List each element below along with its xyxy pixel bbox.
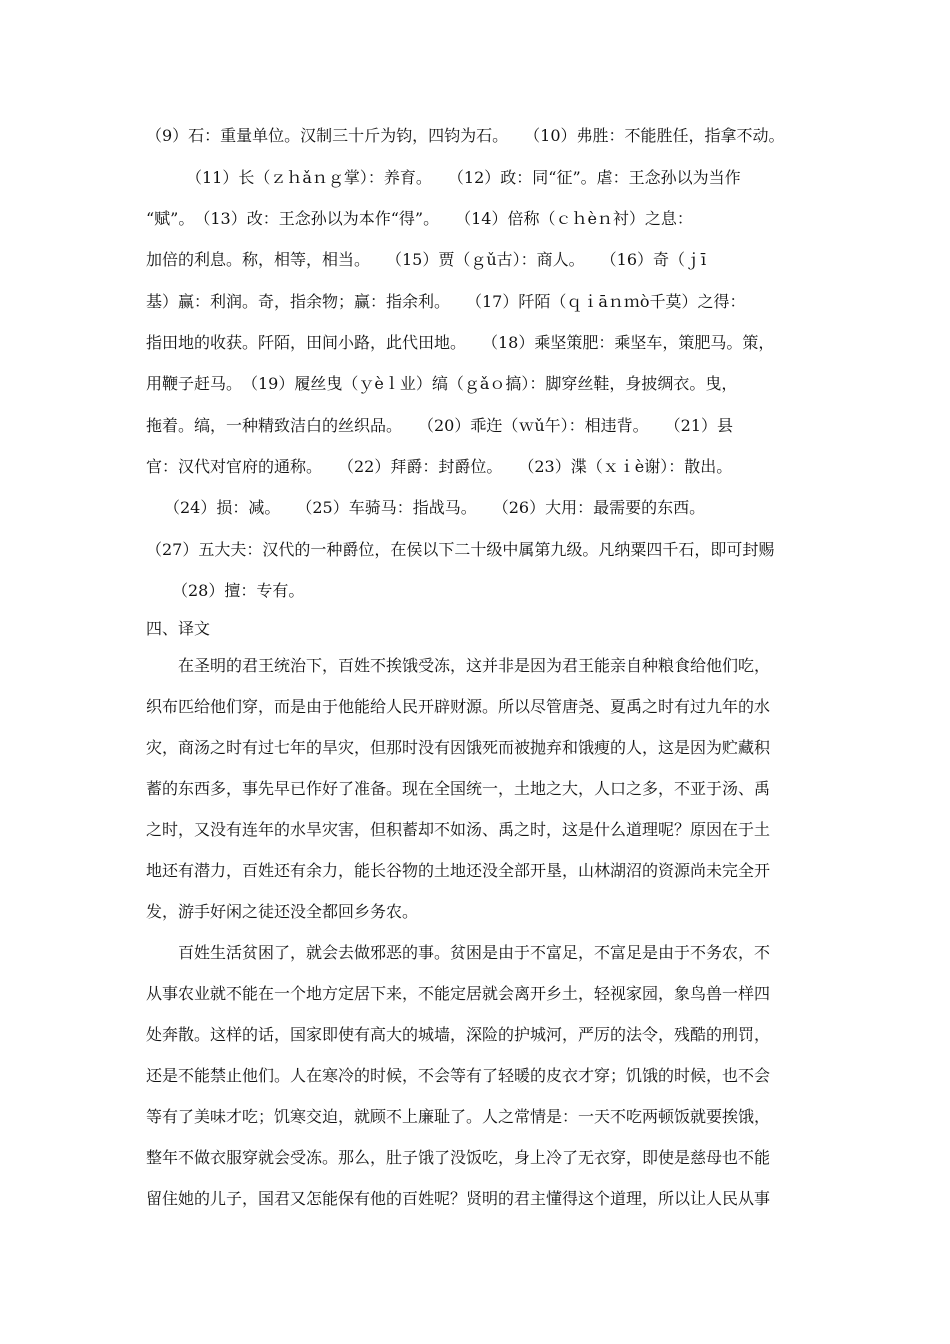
note-line: 加倍的利息。称，相等，相当。 （15）贾（ｇǔ古）：商人。 （16）奇（ｊī	[146, 250, 707, 269]
note-line: （9）石：重量单位。汉制三十斤为钧，四钧为石。 （10）弗胜：不能胜任，指拿不动。	[146, 126, 785, 145]
paragraph-line: 灾，商汤之时有过七年的旱灾，但那时没有因饿死而被抛弃和饿瘦的人，这是因为贮藏积	[146, 738, 771, 757]
note-line: （11）长（ｚｈǎｎｇ掌）：养育。 （12）政：同“征”。虐：王念孙以为当作	[186, 168, 741, 187]
paragraph-line: 还是不能禁止他们。人在寒冷的时候，不会等有了轻暖的皮衣才穿；饥饿的时候，也不会	[146, 1066, 771, 1085]
paragraph-line: 蓄的东西多，事先早已作好了准备。现在全国统一，土地之大，人口之多，不亚于汤、禹	[146, 779, 771, 798]
paragraph-line: 在圣明的君王统治下，百姓不挨饿受冻，这并非是因为君王能亲自种粮食给他们吃，	[178, 656, 771, 675]
paragraph-line: 织布匹给他们穿，而是由于他能给人民开辟财源。所以尽管唐尧、夏禹之时有过九年的水	[146, 697, 771, 716]
note-line: 官：汉代对官府的通称。 （22）拜爵：封爵位。 （23）渫（ｘｉè谢）：散出。	[146, 457, 733, 476]
paragraph-line: 发，游手好闲之徒还没全都回乡务农。	[146, 902, 419, 921]
paragraph-line: 百姓生活贫困了，就会去做邪恶的事。贫困是由于不富足，不富足是由于不务农，不	[178, 943, 771, 962]
note-line: 指田地的收获。阡陌，田间小路，此代田地。 （18）乘坚策肥：乘坚车，策肥马。策，	[146, 333, 775, 352]
paragraph-line: 整年不做衣服穿就会受冻。那么，肚子饿了没饭吃，身上冷了无衣穿，即使是慈母也不能	[146, 1148, 771, 1167]
paragraph-line: 地还有潜力，百姓还有余力，能长谷物的土地还没全部开垦，山林湖沼的资源尚未完全开	[146, 861, 771, 880]
section-title: 四、译文	[146, 619, 211, 638]
note-line: （28）擅：专有。	[172, 581, 305, 600]
note-line: 拖着。缟，一种精致洁白的丝织品。 （20）乖迕（ｗǔ午）：相违背。 （21）县	[146, 416, 734, 435]
paragraph-line: 之时，又没有连年的水旱灾害，但积蓄却不如汤、禹之时，这是什么道理呢？原因在于土	[146, 820, 771, 839]
paragraph-line: 留住她的儿子，国君又怎能保有他的百姓呢？贤明的君主懂得这个道理，所以让人民从事	[146, 1189, 771, 1208]
note-line: 用鞭子赶马。 （19）履丝曳（ｙèｌ业）缟（ｇǎｏ搞）：脚穿丝鞋，身披绸衣。曳，	[146, 374, 738, 393]
paragraph-line: 等有了美味才吃；饥寒交迫，就顾不上廉耻了。人之常情是：一天不吃两顿饭就要挨饿，	[146, 1107, 771, 1126]
note-line: “赋”。 （13）改：王念孙以为本作“得”。 （14）倍称（ｃｈèｎ衬）之息：	[146, 209, 693, 228]
note-line: （24）损：减。 （25）车骑马：指战马。 （26）大用：最需要的东西。	[164, 498, 706, 517]
note-line: 基）赢：利润。奇，指余物；赢：指余利。 （17）阡陌（ｑｉāｎｍò千莫）之得：	[146, 292, 746, 311]
paragraph-line: 处奔散。这样的话，国家即使有高大的城墙，深险的护城河，严厉的法令，残酷的刑罚，	[146, 1025, 771, 1044]
paragraph-line: 从事农业就不能在一个地方定居下来，不能定居就会离开乡土，轻视家园，象鸟兽一样四	[146, 984, 771, 1003]
note-line: （27）五大夫：汉代的一种爵位，在侯以下二十级中属第九级。凡纳粟四千石，即可封赐	[146, 540, 775, 559]
